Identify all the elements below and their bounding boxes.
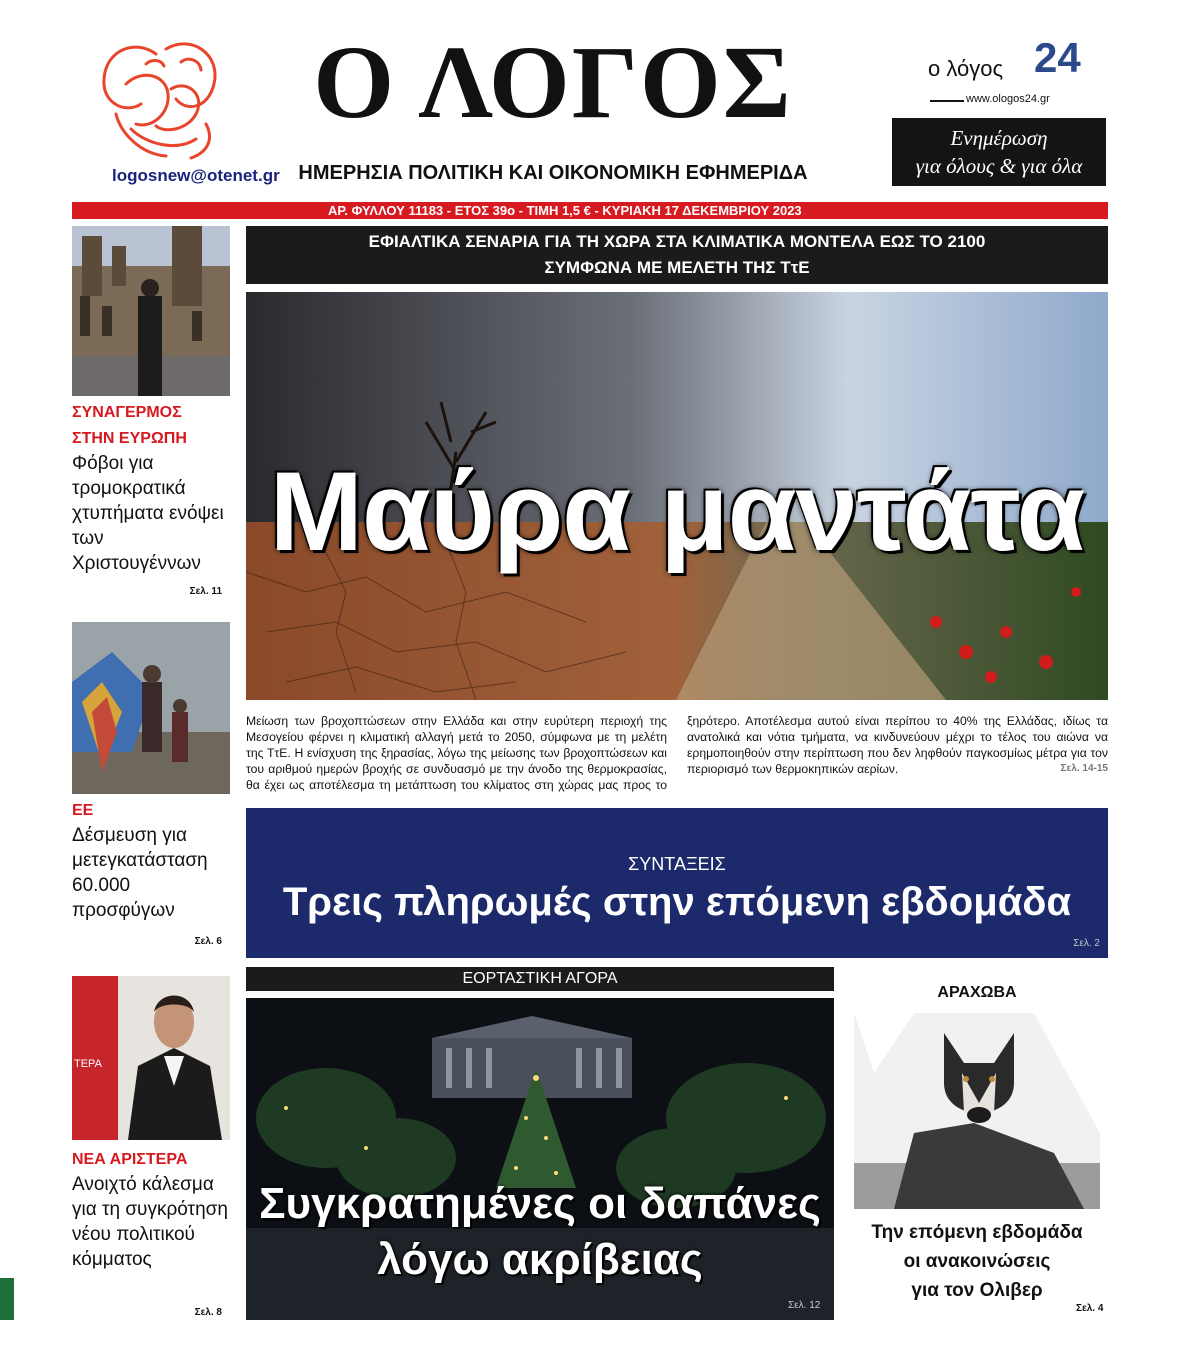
arachova-headline[interactable]	[854, 1218, 1100, 1305]
partner-logo-name: ο λόγος	[928, 56, 1004, 81]
sidebar-photo-new-left	[72, 976, 230, 1140]
promo-line-2: για όλους & για όλα	[915, 154, 1083, 178]
newspaper-subtitle: ΗΜΕΡΗΣΙΑ ΠΟΛΙΤΙΚΗ ΚΑΙ ΟΙΚΟΝΟΜΙΚΗ ΕΦΗΜΕΡΙΔΑ	[298, 162, 808, 184]
lead-body-text: Μείωση των βροχοπτώσεων στην Ελλάδα και στην ευρύτερη περιοχή της Μεσογείου φέρνει η κλιματική αλλαγή μετά το 2050, σύμφωνα με τη μελέτη της ΤτΕ. Η ενίσχυση της ξηρασίας, λόγω της μείωσης των βροχοπτώσεων και του αριθμού ημερών βροχής σε συνδυασμό με την άνοδο της θερμοκρασίας, θα έχει ως αποτέλεσμα τη μετάπτωση του κλίματος στη χώρας μας προς το ξηρότερο. Αποτέλεσμα αυτού είναι περίπου το 40% της Ελλάδας, ιδίως τα ανατολικά και νότια τμήματα, να κινδυνεύουν μέχρι το τέλος του αιώνα να ερημοποιηθούν στην περίπτωση που δεν ληφθούν παγκοσμίως μέτρα για τον περιορισμό των θερμοκηπικών αερίων.	[246, 714, 1108, 792]
promo-line-1: Ενημέρωση	[950, 126, 1048, 150]
market-page-ref: Σελ. 12	[788, 1300, 821, 1311]
pensions-page-ref: Σελ. 2	[1073, 938, 1100, 949]
photo-banner-text: ΤΕΡΑ	[74, 1058, 102, 1070]
market-headline-line-1: Συγκρατημένες οι δαπάνες	[259, 1179, 821, 1228]
partner-divider	[930, 100, 964, 102]
partner-url[interactable]: www.ologos24.gr	[966, 93, 1050, 105]
lead-kicker	[246, 226, 1108, 284]
sidebar-category-europe	[72, 400, 187, 452]
lead-page-ref[interactable]: Σελ. 14-15	[1060, 763, 1108, 774]
arachova-headline-line-2: οι ανακοινώσεις	[903, 1251, 1051, 1272]
market-label-bar: ΕΟΡΤΑΣΤΙΚΗ ΑΓΟΡΑ	[246, 967, 834, 991]
lead-kicker-line-2: ΣΥΜΦΩΝΑ ΜΕ ΜΕΛΕΤΗ ΤΗΣ ΤτΕ	[544, 258, 810, 277]
lead-kicker-line-1: ΕΦΙΑΛΤΙΚΑ ΣΕΝΑΡΙΑ ΓΙΑ ΤΗ ΧΩΡΑ ΣΤΑ ΚΛΙΜΑΤΙΚΑ ΜΟΝΤΕΛΑ ΕΩΣ ΤΟ 2100	[368, 232, 986, 251]
issue-info-text: ΑΡ. ΦΥΛΛΟΥ 11183 - ΕΤΟΣ 39ο - ΤΙΜΗ 1,5 € - ΚΥΡΙΑΚΗ 17 ΔΕΚΕΜΒΡΙΟΥ 2023	[328, 203, 802, 218]
sidebar-headline-eu[interactable]: Δέσμευση για μετεγκατάσταση 60.000 προσφύγων	[72, 825, 208, 921]
sidebar-page-ref-europe: Σελ. 11	[189, 586, 222, 597]
lead-body	[246, 713, 1108, 793]
arachova-headline-line-3: για τον Ολιβερ	[911, 1280, 1043, 1301]
dog-photo	[854, 1013, 1100, 1209]
issue-info-bar	[72, 202, 1108, 219]
page-edge-marker	[0, 1278, 14, 1320]
sidebar-headline-new-left[interactable]: Ανοιχτό κάλεσμα για τη συγκρότηση νέου πολιτικού κόμματος	[72, 1174, 228, 1270]
sidebar-category-eu: ΕΕ	[72, 802, 94, 819]
partner-promo-box	[892, 118, 1106, 186]
sidebar-category-line-2: ΣΤΗΝ ΕΥΡΩΠΗ	[72, 430, 187, 447]
sidebar-photo-refugees	[72, 622, 230, 794]
partner-logo-number: 24	[1034, 34, 1081, 81]
arachova-page-ref: Σελ. 4	[1076, 1303, 1104, 1314]
politician-portrait	[118, 976, 230, 1140]
market-headline[interactable]	[246, 1176, 834, 1288]
newspaper-emblem-icon	[96, 34, 236, 164]
market-headline-line-2: λόγω ακρίβειας	[377, 1235, 703, 1284]
arachova-label: ΑΡΑΧΩΒΑ	[937, 984, 1017, 1001]
contact-email[interactable]: logosnew@otenet.gr	[112, 166, 280, 185]
lead-headline[interactable]: Μαύρα μαντάτα	[269, 449, 1085, 574]
sidebar-page-ref-eu: Σελ. 6	[194, 936, 222, 947]
sidebar-page-ref-new-left: Σελ. 8	[194, 1307, 222, 1318]
sidebar-headline-europe[interactable]: Φόβοι για τρομοκρατικά χτυπήματα ενόψει των Χριστουγέννων	[72, 453, 224, 574]
newspaper-title: Ο ΛΟΓΟΣ	[313, 25, 793, 140]
sidebar-category-line-1: ΣΥΝΑΓΕΡΜΟΣ	[72, 404, 182, 421]
sidebar-photo-europe	[72, 226, 230, 396]
sidebar-category-new-left: ΝΕΑ ΑΡΙΣΤΕΡΑ	[72, 1151, 188, 1168]
pensions-label: ΣΥΝΤΑΞΕΙΣ	[628, 854, 726, 874]
pensions-box[interactable]	[246, 808, 1108, 958]
arachova-headline-line-1: Την επόμενη εβδομάδα	[871, 1222, 1083, 1243]
pensions-headline[interactable]: Τρεις πληρωμές στην επόμενη εβδομάδα	[282, 880, 1072, 924]
